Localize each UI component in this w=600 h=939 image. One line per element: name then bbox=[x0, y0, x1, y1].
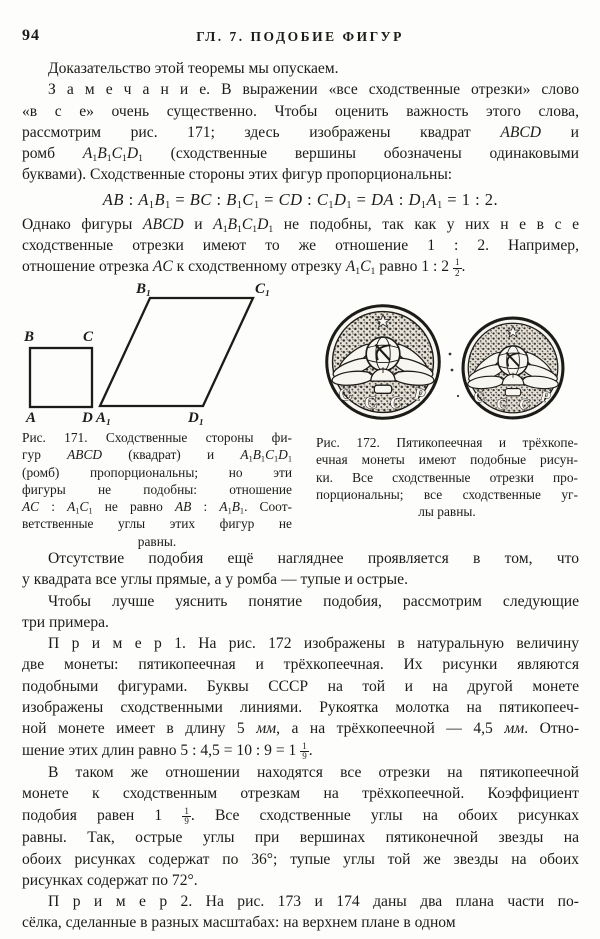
text-line: подобными фигурами. Буквы СССР на той и на другой монете bbox=[22, 677, 579, 695]
text-line: ечная монеты имеют подобные рисун- bbox=[316, 452, 578, 468]
paragraph bbox=[22, 214, 579, 279]
vertex-label-a: A bbox=[26, 410, 37, 426]
text-line: шение этих длин равно 5 : 4,5 = 10 : 9 = 1 $\frac{1}{9}$ . bbox=[22, 740, 313, 762]
running-header: ГЛ. 7. ПОДОБИЕ ФИГУР bbox=[196, 29, 404, 44]
page-number: 94 bbox=[22, 27, 40, 44]
caption-figure-171 bbox=[22, 429, 292, 550]
vertex-label-b: B bbox=[24, 329, 35, 345]
coin-letter: Р bbox=[412, 383, 428, 406]
paragraph bbox=[22, 891, 579, 934]
text-line: отношение отрезка AC к сходственному отрезку $A_1C_1$ равно 1 : 2 $\frac{1}{2}$ . bbox=[22, 257, 466, 279]
text-line: П р и м е р 2. На рис. 173 и 174 даны два плана части по- bbox=[48, 893, 579, 911]
scan-artifact-dots bbox=[449, 353, 459, 398]
display-formula: AB : $A_1B_1$ = BC : $B_1C_1$ = CD : $C_1D_1$ = DA : $D_1A_1 = 1$ : 2. bbox=[102, 189, 499, 211]
figure-171 bbox=[12, 280, 304, 430]
vertex-label-d1: D₁ bbox=[188, 410, 205, 426]
paragraph bbox=[22, 58, 579, 79]
text-line: Отсутствие подобия ещё нагляднее проявляется в том, что bbox=[48, 550, 579, 567]
text-line: П р и м е р 1. На рис. 172 изображены в натуральную величину bbox=[48, 635, 579, 653]
text-line: З а м е ч а н и е. В выражении «все сходственные отрезки» слово bbox=[48, 81, 579, 99]
caption-figure-172 bbox=[316, 434, 578, 520]
coin-letter: С bbox=[336, 382, 354, 406]
text-line: ромб $A_1B_1C_1D_1$ (сходственные вершины обозначены одинаковыми bbox=[22, 145, 579, 165]
text-block-lower bbox=[22, 548, 579, 934]
rhombus-shape bbox=[100, 298, 253, 406]
vertex-label-c: C bbox=[83, 329, 94, 345]
vertex-label-a1: A₁ bbox=[96, 410, 112, 426]
vertex-label-b1: B₁ bbox=[136, 281, 152, 297]
text-line: буквами). Сходственные стороны этих фигур пропорциональны: bbox=[22, 166, 453, 184]
text-line: сходственные отрезки имеют то же отношение 1 : 2. Например, bbox=[22, 237, 579, 255]
text-line: равны. Так, острые углы при вершинах пятиконечной звезды на bbox=[22, 829, 579, 847]
coin-letter: С bbox=[389, 392, 404, 413]
text-line: три примера. bbox=[22, 613, 109, 631]
text-line: подобия равен 1 $\frac{1}{9}$ . Все сходственные углы на обоих рисунках bbox=[22, 805, 580, 827]
text-line: ной монете имеет в длину 5 мм, а на трёхкопеечной — 4,5 мм. Отно- bbox=[22, 720, 580, 738]
text-line: (ромб) пропорциональны; но эти bbox=[22, 464, 292, 480]
text-line: рассмотрим рис. 171; здесь изображены квадрат ABCD и bbox=[22, 123, 579, 141]
square-shape bbox=[30, 348, 92, 407]
text-line: В таком же отношении находятся все отрезки на пятикопеечной bbox=[48, 764, 579, 782]
text-line: обоих рисунках содержат по 36°; тупые углы той же звезды на обоих bbox=[22, 850, 579, 868]
text-line: рисунках содержат по 72°. bbox=[22, 871, 198, 889]
text-line: ветственные углы этих фигур не bbox=[22, 516, 292, 532]
coin-letter: Р bbox=[538, 387, 553, 407]
text-line: сёлка, сделанные в разных масштабах: на верхнем плане в одном bbox=[22, 914, 456, 932]
text-line: Доказательство этой теоремы мы опускаем. bbox=[48, 60, 339, 77]
coin-three-kopeks bbox=[463, 318, 563, 418]
paragraph bbox=[22, 79, 579, 185]
text-line: «в с е» очень существенно. Чтобы оценить важность этого слова, bbox=[22, 102, 579, 120]
text-line: Однако фигуры ABCD и $A_1B_1C_1D_1$ не подобны, так как у них н е в с е bbox=[22, 215, 579, 235]
coin-letter: С bbox=[518, 395, 531, 414]
text-line: гур ABCD (квадрат) и $A_1B_1C_1D_1$ bbox=[22, 447, 292, 464]
paragraph bbox=[22, 762, 579, 891]
ribbon-knot bbox=[505, 389, 520, 396]
text-line: две монеты: пятикопеечная и трёхкопеечная. Их рисунки являются bbox=[22, 656, 579, 674]
text-line: изображены сходственными линиями. Рукоятка молотка на пятикопееч- bbox=[22, 699, 579, 717]
coin-letter: С bbox=[472, 387, 488, 407]
vertex-label-c1: C₁ bbox=[255, 281, 271, 297]
text-line: Рис. 172. Пятикопеечная и трёхкопе- bbox=[316, 435, 578, 450]
text-line: фигуры не подобны: отношение bbox=[22, 481, 292, 497]
text-line: порциональны; все сходственные уг- bbox=[316, 486, 578, 502]
text-line: Чтобы лучше уяснить понятие подобия, рассмотрим следующие bbox=[48, 592, 579, 610]
text-line: Рис. 171. Сходственные стороны фи- bbox=[22, 430, 292, 445]
text-line: AC : $A_1C_1$ не равно AB : $A_1B_1$. Соот- bbox=[22, 499, 293, 516]
figure-172 bbox=[312, 298, 578, 432]
paragraph bbox=[22, 548, 579, 591]
coin-letter: С bbox=[495, 395, 509, 414]
paragraph bbox=[22, 633, 579, 762]
text-block-upper bbox=[22, 58, 579, 279]
text-line: ки. Все сходственные отрезки про- bbox=[316, 469, 578, 485]
paragraph bbox=[22, 591, 579, 634]
coin-letter: С bbox=[363, 391, 378, 413]
coin-five-kopeks bbox=[327, 306, 440, 419]
text-line: монете к сходственным отрезкам на трёхкопеечной. Коэффициент bbox=[22, 785, 579, 803]
ribbon-knot bbox=[374, 385, 391, 393]
text-line: у квадрата все углы прямые, а у ромба — тупые и острые. bbox=[22, 571, 408, 589]
text-line: лы равны. bbox=[418, 504, 476, 520]
text-line: равны. bbox=[137, 533, 177, 549]
vertex-label-d: D bbox=[82, 410, 93, 426]
